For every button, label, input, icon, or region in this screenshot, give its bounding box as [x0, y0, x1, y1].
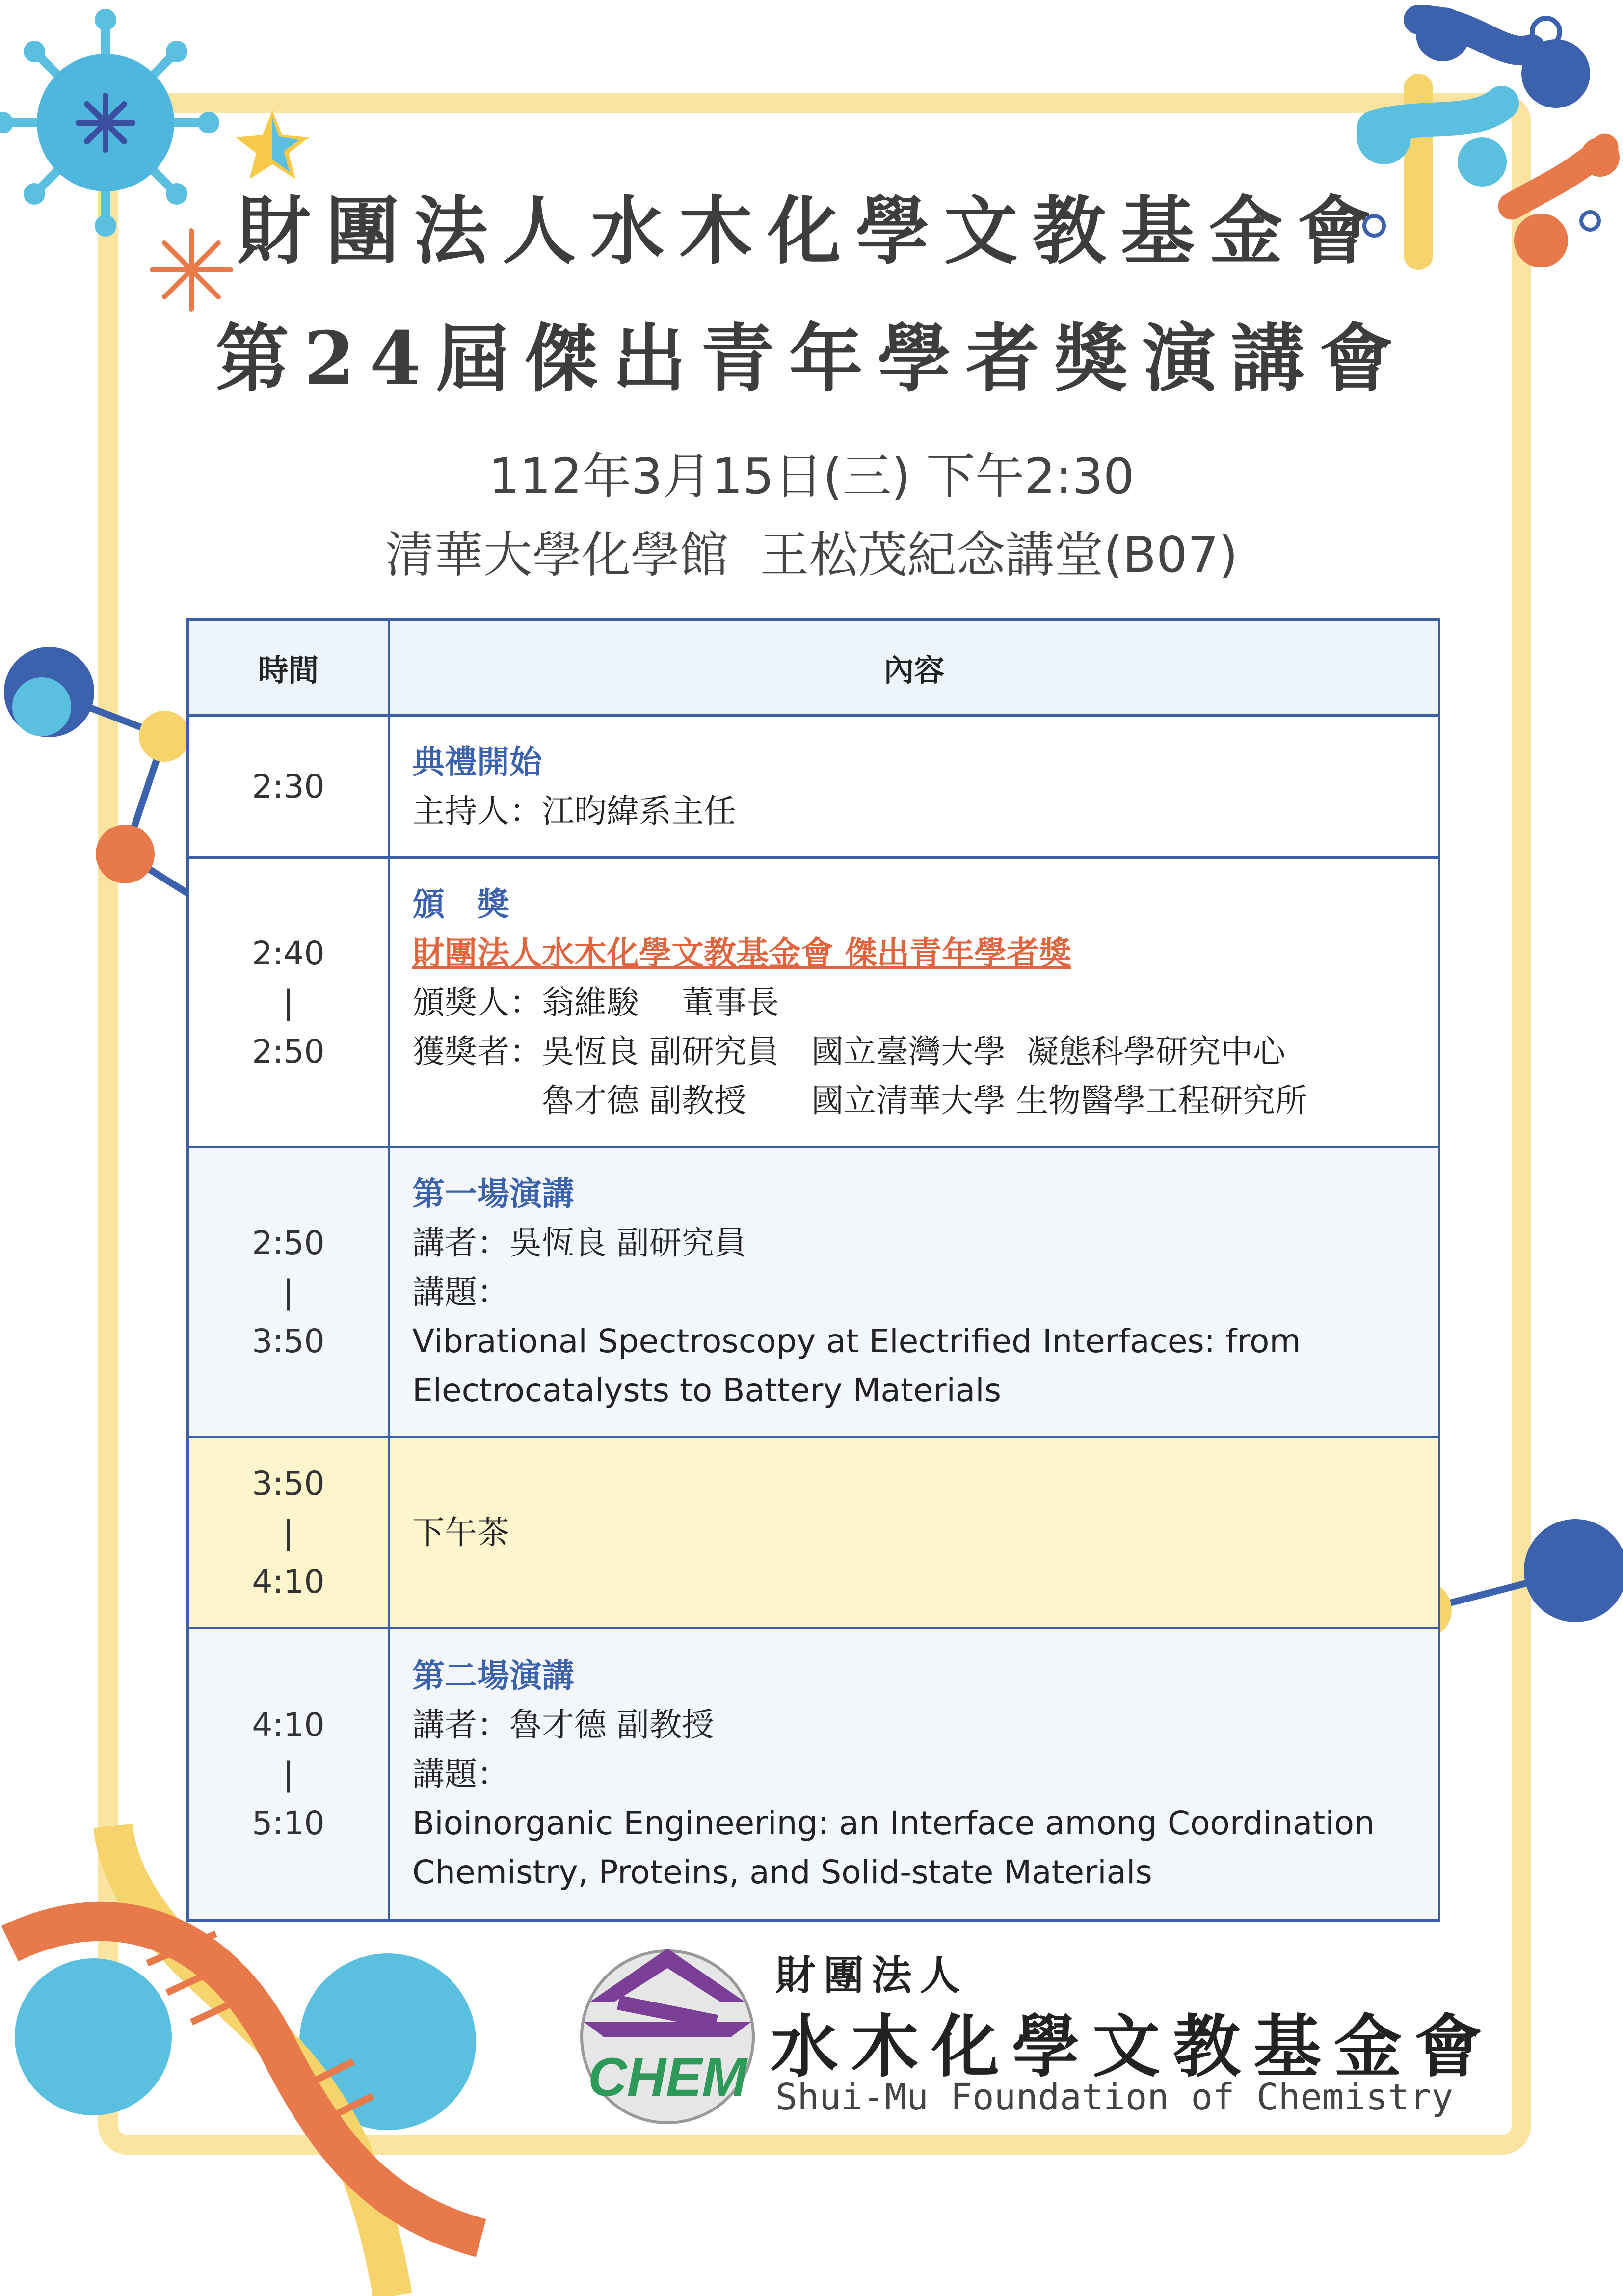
table-row: [188, 858, 1439, 1148]
content-cell: [389, 858, 1439, 1148]
time-separator: |: [283, 1273, 294, 1311]
section-heading: 頒 獎: [412, 885, 509, 923]
time-end: 2:50: [252, 1032, 325, 1070]
footer-org-small: 財團法人: [775, 1952, 968, 1999]
time-end: 5:10: [252, 1804, 325, 1842]
table-row: [188, 716, 1439, 858]
host-line: 主持人：江昀緯系主任: [412, 792, 736, 830]
title-line-2: 第24屆傑出青年學者獎演講會: [215, 316, 1408, 402]
time-separator: |: [283, 1513, 294, 1551]
content-cell: [389, 1437, 1439, 1629]
awardee-line: 魯才德 副教授 國立清華大學 生物醫學工程研究所: [412, 1081, 1307, 1120]
time-start: 3:50: [252, 1464, 325, 1502]
time-cell: [188, 1629, 389, 1921]
time-cell: [188, 1148, 389, 1437]
time-start: 2:50: [252, 1224, 325, 1262]
awardee-line: 獲獎者：吳恆良 副研究員 國立臺灣大學 凝態科學研究中心: [412, 1032, 1285, 1070]
presenter-line: 頒獎人：翁維駿 董事長: [412, 983, 779, 1021]
topic-label: 講題：: [412, 1273, 509, 1311]
table-row: [188, 1437, 1439, 1629]
section-heading: 第一場演講: [412, 1175, 574, 1213]
time-start: 4:10: [252, 1706, 325, 1744]
content-cell: [389, 1629, 1439, 1921]
topic-line: Chemistry, Proteins, and Solid-state Materials: [412, 1853, 1152, 1891]
award-title: 財團法人水木化學文教基金會 傑出青年學者獎: [412, 934, 1071, 972]
speaker-line: 講者：吳恆良 副研究員: [412, 1224, 746, 1262]
topic-line: Electrocatalysts to Battery Materials: [412, 1371, 1001, 1409]
time-cell: [188, 1437, 389, 1629]
time-separator: |: [283, 983, 294, 1021]
time-separator: |: [283, 1755, 294, 1793]
title-line-1: 財團法人水木化學文教基金會: [237, 188, 1386, 274]
header-time: 時間: [188, 620, 389, 716]
section-heading: 典禮開始: [412, 743, 542, 781]
header-content: 內容: [389, 620, 1439, 716]
speaker-line: 講者：魯才德 副教授: [412, 1706, 714, 1744]
time-end: 3:50: [252, 1322, 325, 1360]
table-row: [188, 1148, 1439, 1437]
time-start: 2:40: [252, 934, 325, 972]
tea-break-label: 下午茶: [412, 1513, 509, 1551]
content-cell: [389, 716, 1439, 858]
time-end: 4:10: [252, 1562, 325, 1601]
chem-logo-text: CHEM: [588, 2047, 747, 2108]
table-row: [188, 1629, 1439, 1921]
topic-label: 講題：: [412, 1755, 509, 1793]
topic-line: Vibrational Spectroscopy at Electrified Interfaces: from: [412, 1322, 1301, 1360]
star-icon: [236, 110, 309, 179]
event-datetime: 112年3月15日(三) 下午2:30: [488, 448, 1135, 505]
time-start: 2:30: [252, 767, 325, 805]
section-heading: 第二場演講: [412, 1657, 574, 1695]
table-header-row: [188, 620, 1439, 716]
topic-line: Bioinorganic Engineering: an Interface among Coordination: [412, 1804, 1375, 1842]
program-table: [186, 618, 1440, 1922]
event-venue: 清華大學化學館 王松茂紀念講堂(B07): [385, 526, 1238, 584]
footer-org-english: Shui-Mu Foundation of Chemistry: [775, 2076, 1454, 2118]
footer-org-name: 水木化學文教基金會: [771, 2006, 1495, 2086]
content-cell: [389, 1148, 1439, 1437]
time-cell: [188, 716, 389, 858]
time-cell: [188, 858, 389, 1148]
